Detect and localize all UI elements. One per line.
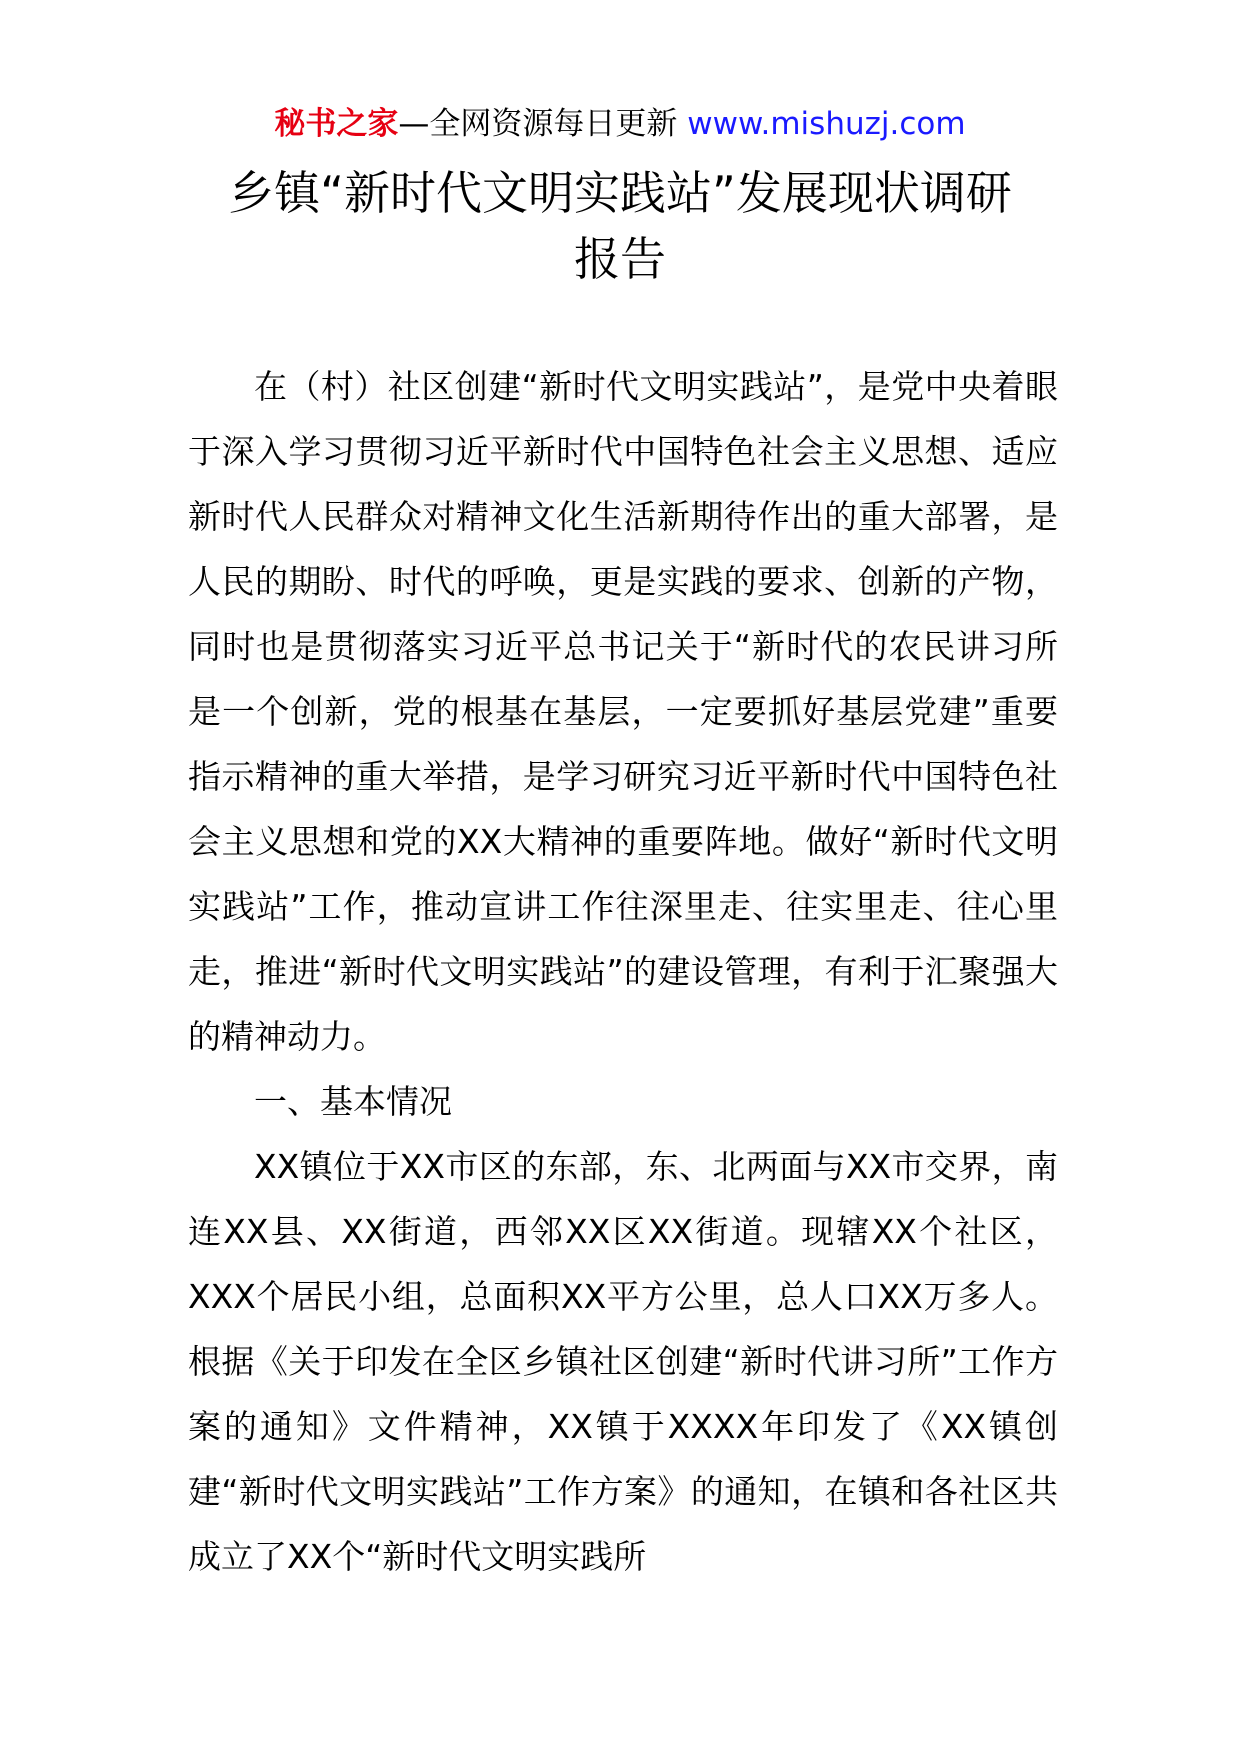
site-slogan: —全网资源每日更新: [398, 106, 688, 142]
document-body: [188, 354, 1058, 1589]
basic-info-paragraph: XX镇位于XX市区的东部，东、北两面与XX市交界，南连XX县、XX街道，西邻XX区XX街道。现辖XX个社区，XXX个居民小组，总面积XX平方公里，总人口XX万多人。根据《关于印发在全区乡镇社区创建“新时代讲习所”工作方案的通知》文件精神，XX镇于XXXX年印发了《XX镇创建“新时代文明实践站”工作方案》的通知，在镇和各社区共成立了XX个“新时代文明实践所: [188, 1147, 1058, 1576]
site-header: [0, 100, 1240, 148]
title-line-1: 乡镇“新时代文明实践站”发展现状调研: [228, 166, 1012, 220]
section-heading: 一、基本情况: [254, 1082, 452, 1121]
intro-paragraph: 在（村）社区创建“新时代文明实践站”，是党中央着眼于深入学习贯彻习近平新时代中国特色社会主义思想、适应新时代人民群众对精神文化生活新期待作出的重大部署，是人民的期盼、时代的呼唤，更是实践的要求、创新的产物，同时也是贯彻落实习近平总书记关于“新时代的农民讲习所是一个创新，党的根基在基层，一定要抓好基层党建”重要指示精神的重大举措，是学习研究习近平新时代中国特色社会主义思想和党的XX大精神的重要阵地。做好“新时代文明实践站”工作，推动宣讲工作往深里走、往实里走、往心里走，推进“新时代文明实践站”的建设管理，有利于汇聚强大的精神动力。: [188, 367, 1058, 1056]
site-brand: 秘书之家: [274, 106, 399, 142]
document-title: [140, 160, 1100, 292]
title-line-2: 报告: [574, 232, 666, 286]
site-url-link[interactable]: www.mishuzj.com: [687, 106, 966, 142]
